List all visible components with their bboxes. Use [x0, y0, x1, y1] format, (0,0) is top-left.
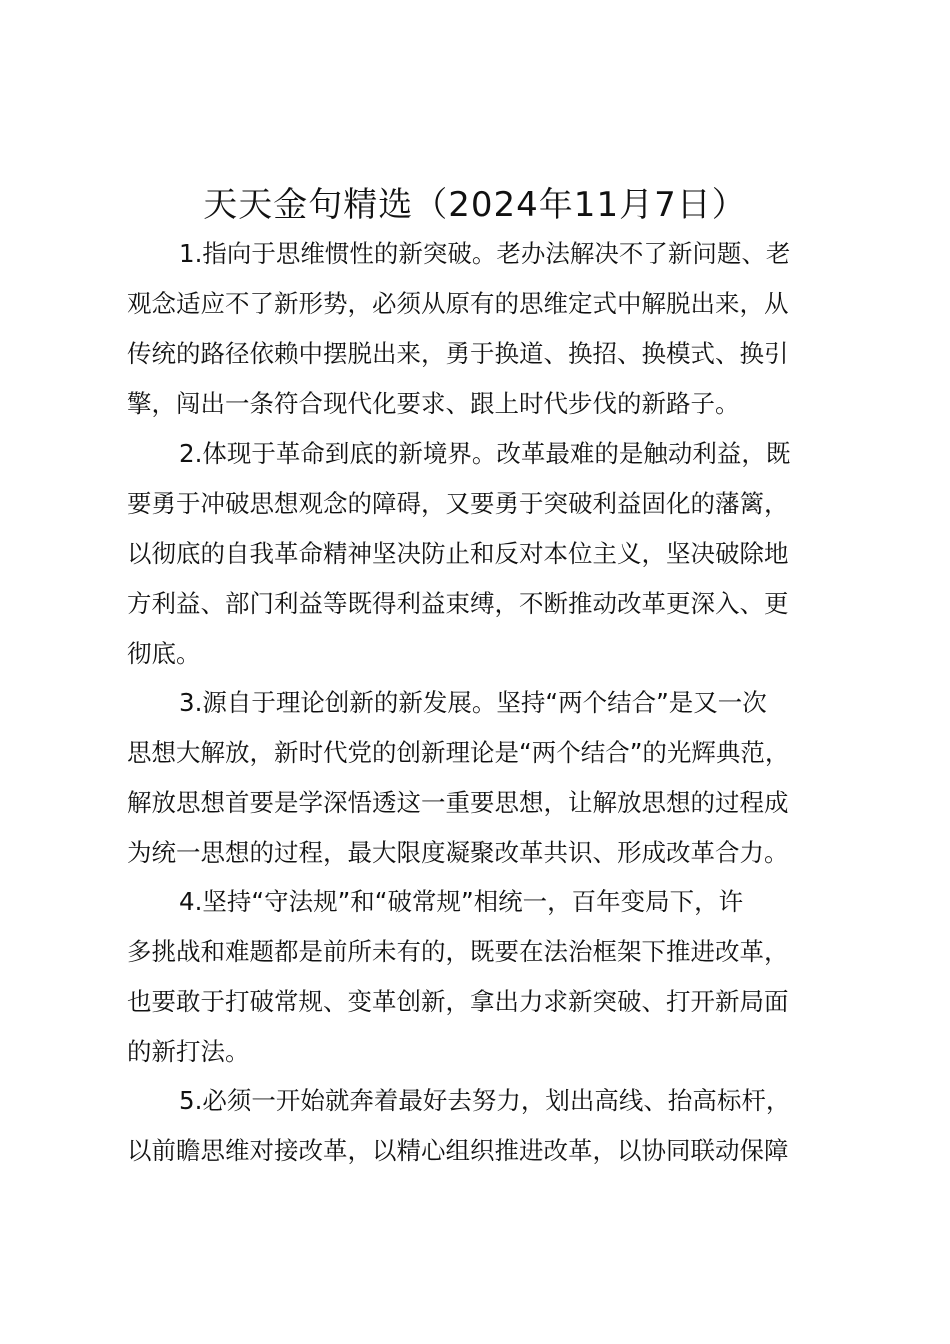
paragraph-line: 彻底。 — [127, 639, 201, 668]
paragraph-line: 思想大解放，新时代党的创新理论是“两个结合”的光辉典范， — [127, 738, 790, 767]
paragraph-line: 2.体现于革命到底的新境界。改革最难的是触动利益，既 — [179, 439, 791, 468]
paragraph-line: 方利益、部门利益等既得利益束缚，不断推动改革更深入、更 — [127, 589, 789, 618]
paragraph-line: 3.源自于理论创新的新发展。坚持“两个结合”是又一次 — [179, 688, 767, 717]
paragraph-line: 4.坚持“守法规”和“破常规”相统一，百年变局下，许 — [179, 887, 744, 916]
document-title: 天天金句精选（2024年11月7日） — [203, 185, 747, 225]
paragraph-line: 观念适应不了新形势，必须从原有的思维定式中解脱出来，从 — [127, 289, 789, 318]
paragraph-line: 传统的路径依赖中摆脱出来，勇于换道、换招、换模式、换引 — [127, 339, 789, 368]
paragraph-2 — [127, 429, 837, 679]
paragraph-line: 以彻底的自我革命精神坚决防止和反对本位主义，坚决破除地 — [127, 539, 789, 568]
paragraph-3 — [127, 678, 837, 878]
paragraph-line: 也要敢于打破常规、变革创新，拿出力求新突破、打开新局面 — [127, 987, 789, 1016]
paragraph-5 — [127, 1076, 837, 1176]
paragraph-line: 要勇于冲破思想观念的障碍，又要勇于突破利益固化的藩篱， — [127, 489, 789, 518]
paragraph-line: 以前瞻思维对接改革，以精心组织推进改革，以协同联动保障 — [127, 1136, 789, 1165]
paragraph-line: 解放思想首要是学深悟透这一重要思想，让解放思想的过程成 — [127, 788, 789, 817]
paragraph-line: 5.必须一开始就奔着最好去努力，划出高线、抬高标杆， — [179, 1086, 791, 1115]
paragraph-line: 为统一思想的过程，最大限度凝聚改革共识、形成改革合力。 — [127, 838, 789, 867]
paragraph-line: 的新打法。 — [127, 1037, 250, 1066]
paragraph-line: 多挑战和难题都是前所未有的，既要在法治框架下推进改革， — [127, 937, 789, 966]
paragraph-4 — [127, 877, 837, 1077]
paragraph-line: 擎，闯出一条符合现代化要求、跟上时代步伐的新路子。 — [127, 389, 740, 418]
paragraph-1 — [127, 229, 837, 429]
paragraph-line: 1.指向于思维惯性的新突破。老办法解决不了新问题、老 — [179, 239, 791, 268]
